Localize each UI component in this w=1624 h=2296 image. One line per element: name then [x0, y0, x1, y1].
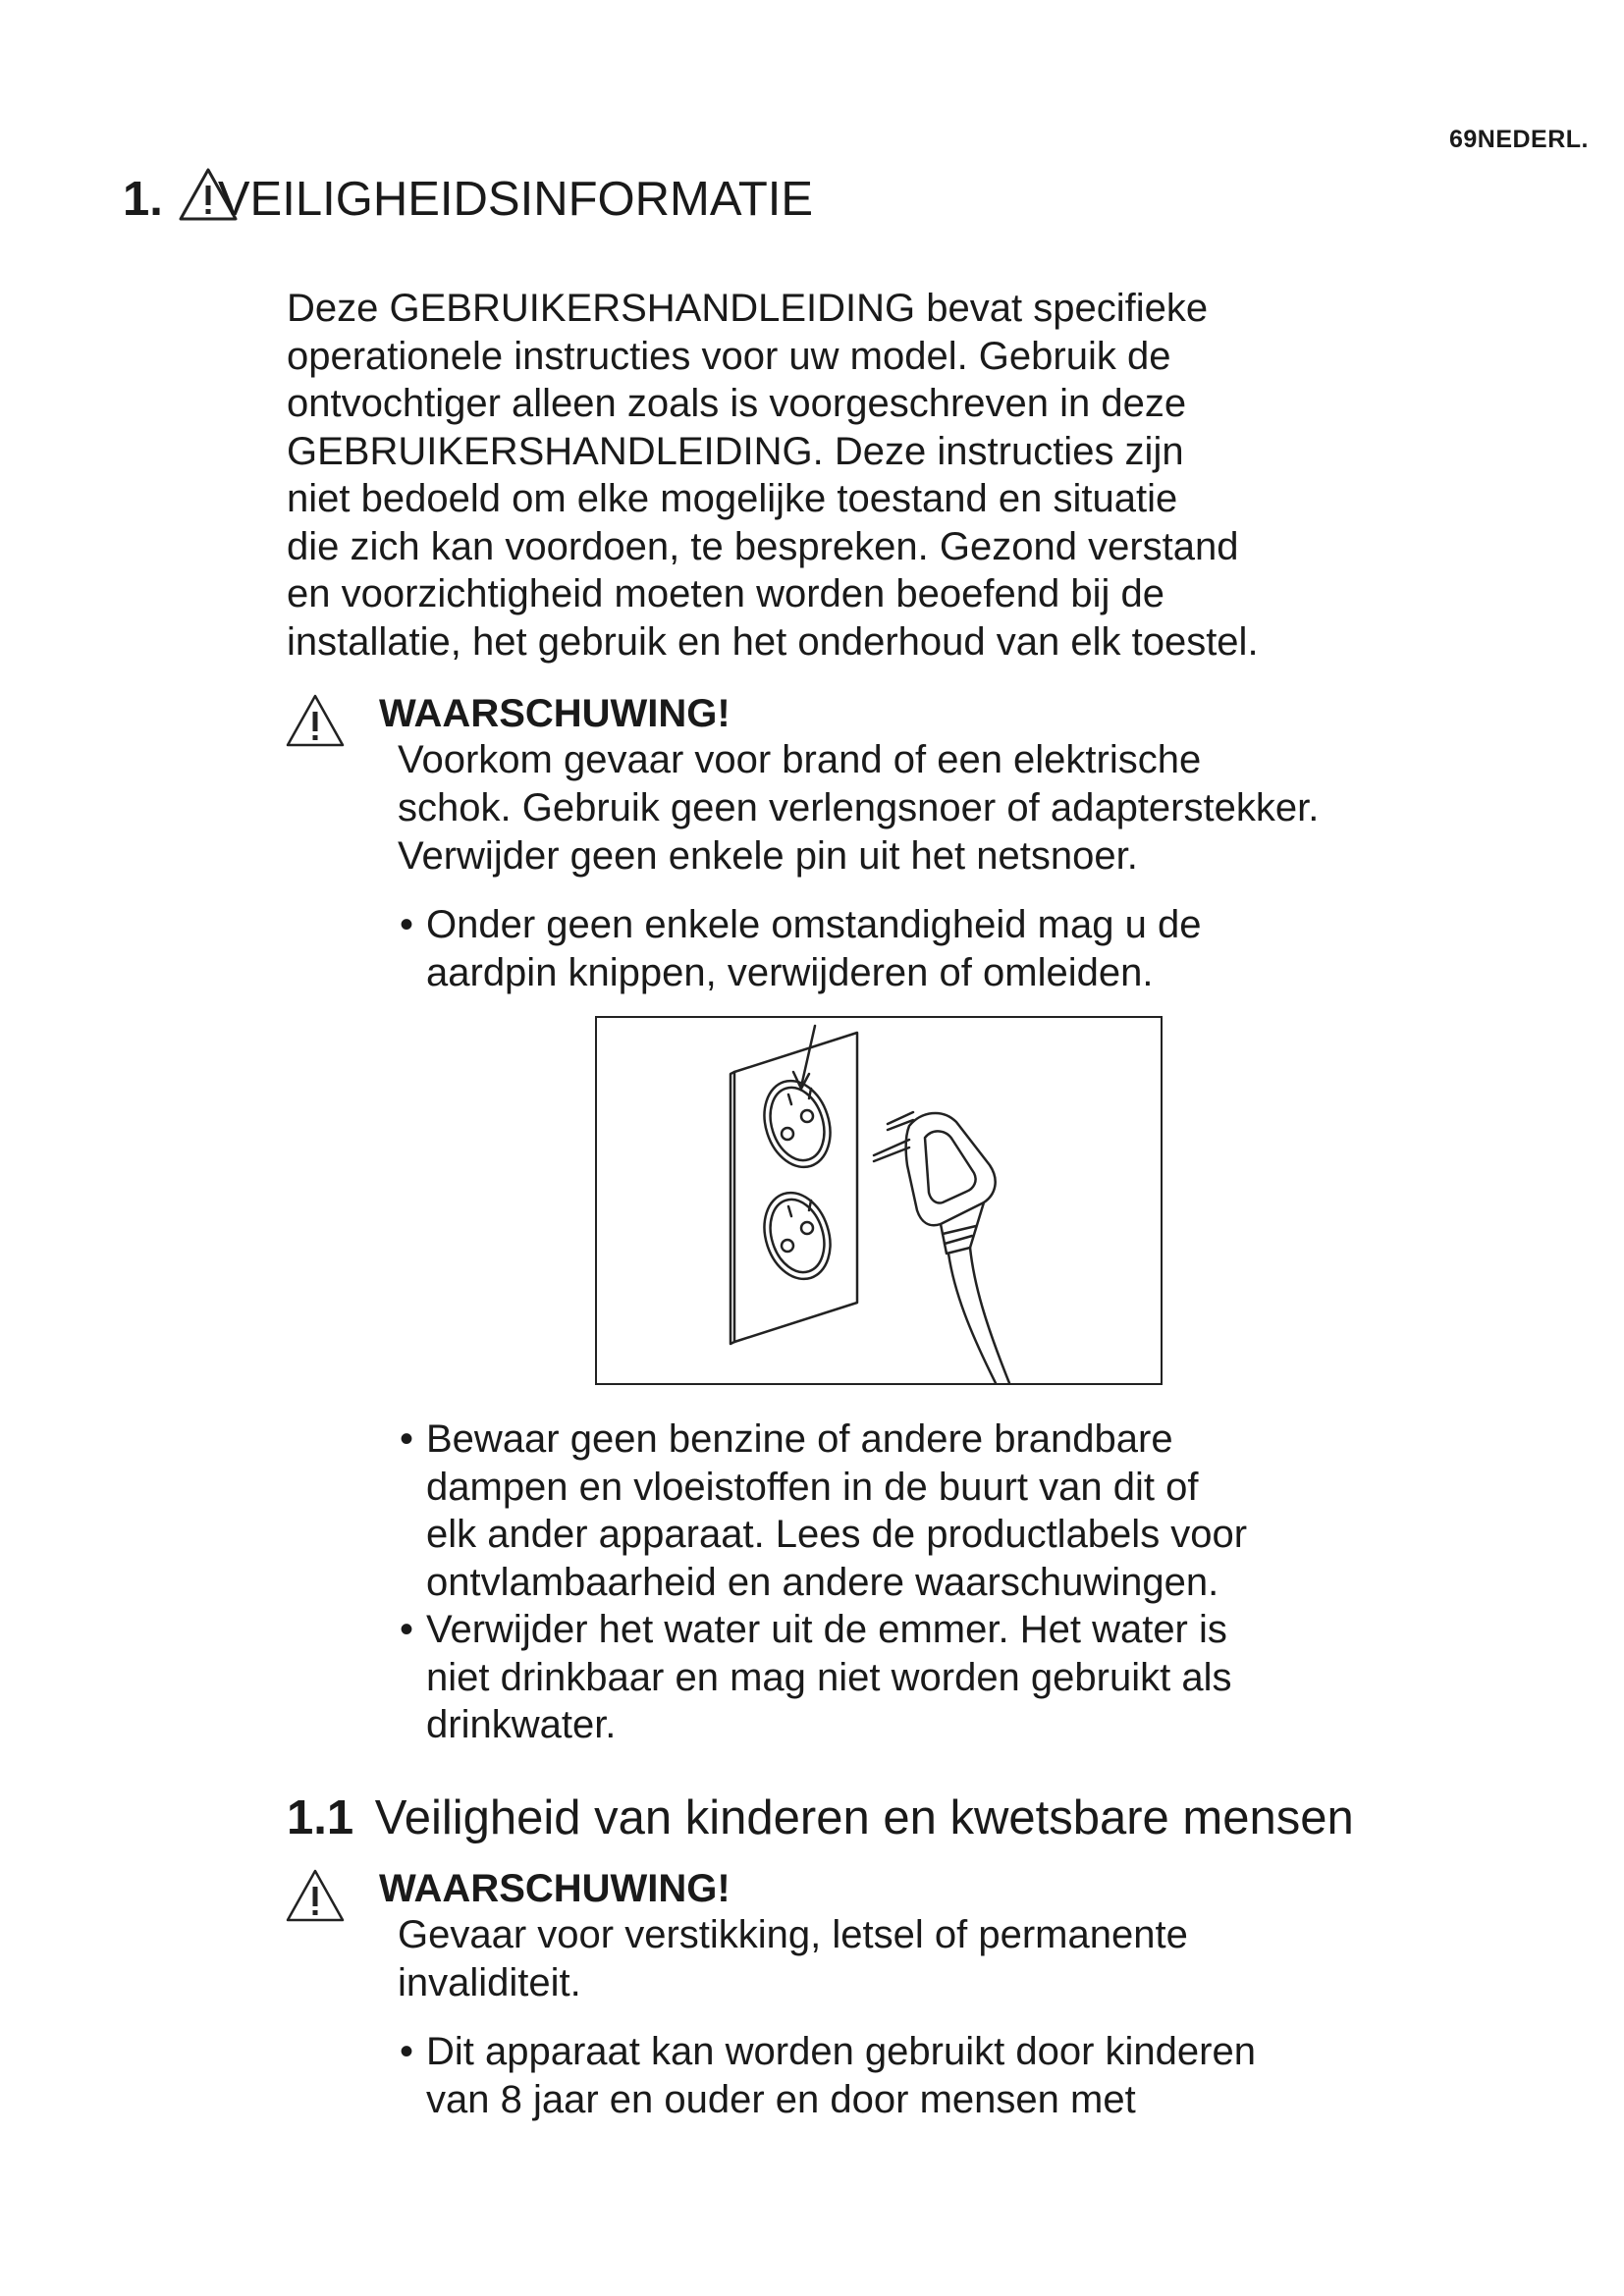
- bullet-line: Verwijder het water uit de emmer. Het water is: [426, 1608, 1227, 1651]
- intro-line: GEBRUIKERSHANDLEIDING. Deze instructies zijn: [287, 429, 1184, 473]
- bullet-line: niet drinkbaar en mag niet worden gebruikt als: [426, 1655, 1232, 1699]
- warning-body: [398, 736, 1319, 881]
- intro-line: die zich kan voordoen, te bespreken. Gezond verstand: [287, 524, 1239, 568]
- bullet-line: van 8 jaar en ouder en door mensen met: [426, 2077, 1136, 2121]
- warning-triangle-icon: [285, 1868, 346, 1923]
- warning-line: Verwijder geen enkele pin uit het netsnoer.: [398, 834, 1138, 878]
- bullet-dot: •: [400, 1608, 414, 1651]
- subsection-title-text: Veiligheid van kinderen en kwetsbare mensen: [374, 1791, 1354, 1844]
- outlet-plug-figure: [595, 1016, 1163, 1385]
- warning-line: Gevaar voor verstikking, letsel of permanente: [398, 1913, 1188, 1956]
- bullet-dot: •: [400, 903, 414, 946]
- warning-line: schok. Gebruik geen verlengsnoer of adapterstekker.: [398, 786, 1320, 829]
- page-number-label: 69NEDERL.: [1448, 126, 1589, 153]
- bullet-item: [400, 901, 1202, 996]
- bullet-item: [400, 1415, 1248, 1606]
- intro-line: installatie, het gebruik en het onderhoud van elk toestel.: [287, 619, 1259, 664]
- warning-line: Voorkom gevaar voor brand of een elektrische: [398, 738, 1202, 781]
- subsection-title: [287, 1790, 1354, 1845]
- section-number: 1.: [123, 173, 163, 226]
- intro-line: ontvochtiger alleen zoals is voorgeschreven in deze: [287, 382, 1187, 425]
- bullet-line: drinkwater.: [426, 1703, 617, 1746]
- intro-paragraph: [287, 285, 1553, 666]
- intro-line: operationele instructies voor uw model. Gebruik de: [287, 334, 1171, 378]
- bullet-line: elk ander apparaat. Lees de productlabels voor: [426, 1513, 1248, 1556]
- section-title-text: VEILIGHEIDSINFORMATIE: [217, 173, 814, 226]
- bullet-line: dampen en vloeistoffen in de buurt van dit of: [426, 1465, 1199, 1509]
- intro-line: Deze GEBRUIKERSHANDLEIDING bevat specifieke: [287, 287, 1209, 330]
- intro-line: en voorzichtigheid moeten worden beoefend bij de: [287, 572, 1164, 615]
- warning-triangle-icon: [285, 693, 346, 748]
- bullet-dot: •: [400, 1417, 414, 1461]
- outlet-plug-illustration: [597, 1018, 1161, 1383]
- bullet-item: [400, 2028, 1256, 2123]
- section-title: [123, 172, 813, 227]
- bullet-line: ontvlambaarheid en andere waarschuwingen.: [426, 1560, 1219, 1604]
- bullet-line: Dit apparaat kan worden gebruikt door kinderen: [426, 2030, 1256, 2073]
- warning-title: WAARSCHUWING!: [379, 1867, 731, 1910]
- warning-line: invaliditeit.: [398, 1961, 581, 2004]
- subsection-number: 1.1: [287, 1791, 354, 1844]
- bullet-line: aardpin knippen, verwijderen of omleiden.: [426, 950, 1154, 994]
- bullet-dot: •: [400, 2030, 414, 2073]
- bullet-item: [400, 1606, 1232, 1749]
- intro-line: niet bedoeld om elke mogelijke toestand en situatie: [287, 477, 1178, 520]
- warning-body: [398, 1911, 1188, 2007]
- bullet-line: Bewaar geen benzine of andere brandbare: [426, 1417, 1173, 1461]
- warning-title: WAARSCHUWING!: [379, 692, 731, 735]
- bullet-line: Onder geen enkele omstandigheid mag u de: [426, 903, 1202, 946]
